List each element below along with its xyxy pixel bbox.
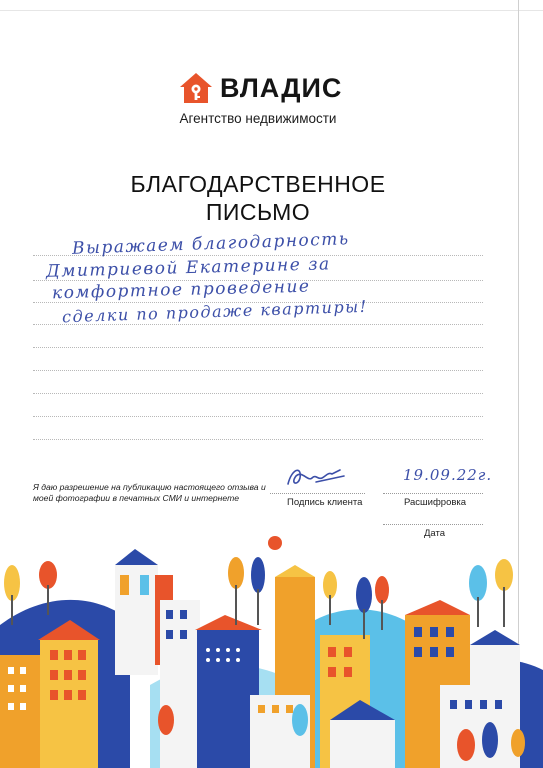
page-edge [0, 10, 543, 11]
handwritten-line: Дмитриевой Екатерине за [45, 254, 331, 282]
date-line [383, 524, 483, 525]
client-signature-label: Подпись клиента [287, 497, 363, 508]
ruled-line [33, 370, 483, 371]
brand-tagline: Агентство недвижимости [179, 111, 337, 126]
letter-title [0, 170, 516, 226]
brand-logo [0, 72, 543, 108]
signature-line [270, 493, 365, 494]
handwritten-line: комфортное проведение [51, 276, 311, 304]
date-label: Дата [424, 528, 446, 539]
decode-line [383, 493, 483, 494]
house-key-icon [178, 72, 214, 104]
title-line: БЛАГОДАРСТВЕННОЕ [130, 171, 386, 197]
publication-consent: Я даю разрешение на публикацию настоящего отзыва и моей фотографии в печатных СМИ и интернете [33, 482, 266, 503]
cityscape-illustration [0, 535, 543, 768]
ruled-line [33, 347, 483, 348]
brand-name: ВЛАДИС [220, 73, 343, 103]
handwritten-date: 19.09.22г. [403, 466, 493, 484]
handwritten-line: сделки по продаже квартиры! [61, 296, 368, 327]
decode-label: Расшифровка [404, 497, 467, 508]
title-line: ПИСЬМО [205, 199, 311, 225]
ruled-line [33, 393, 483, 394]
ruled-line [33, 439, 483, 440]
handwritten-line: Выражаем благодарность [71, 229, 350, 259]
client-signature [282, 462, 352, 492]
ruled-line [33, 416, 483, 417]
